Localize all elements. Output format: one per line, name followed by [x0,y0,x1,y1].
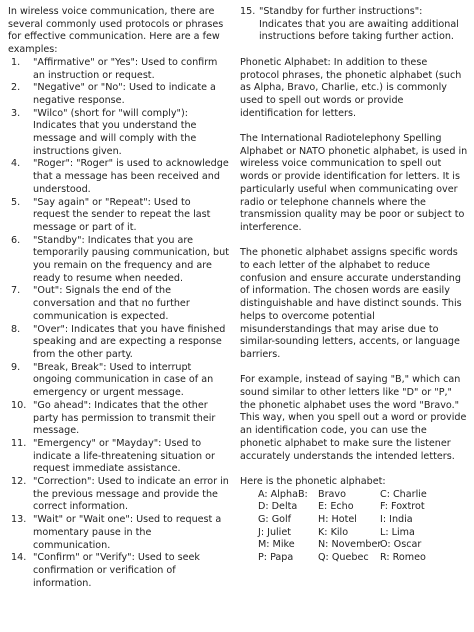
protocol-list-continued [240,6,468,44]
alphabet-entry: G: Golf [258,514,292,526]
list-number: 14. [11,552,27,564]
list-item [240,6,468,44]
list-text: "Standby": Indicates that you are temporarily pausing communication, but you remain on the frequency and are ready to resume when needed. [33,234,229,284]
intro-paragraph: In wireless voice communication, there are several commonly used protocols or phrases for effective communication. Here are a few examples: [8,6,224,56]
list-text: "Out": Signals the end of the conversation and that no further communication is expected. [33,285,190,322]
list-number: 10. [11,399,27,411]
list-number: 2. [11,82,21,94]
alphabet-entry: O: Oscar [380,539,422,551]
list-text: "Break, Break": Used to interrupt ongoing communication in case of an emergency or urgent message. [33,361,214,399]
alphabet-entry: D: Delta [258,501,298,513]
list-item [8,57,230,82]
list-number: 13. [11,514,27,526]
alphabet-entry: J: Juliet [258,526,292,538]
list-text: "Go ahead": Indicates that the other party has permission to transmit their message. [33,399,216,437]
list-number: 1. [11,56,21,68]
list-number: 12. [11,476,27,488]
list-item [8,438,230,476]
alphabet-entry: C: Charlie [380,488,427,500]
list-number: 5. [11,196,21,208]
alphabet-entry: P: Papa [258,552,294,564]
left-column [8,6,230,590]
alphabet-entry: Q: Quebec [318,552,369,564]
list-number: 9. [11,361,21,373]
list-number: 3. [11,107,21,119]
list-item [8,514,230,552]
list-item [8,158,230,196]
list-number: 15. [240,6,256,17]
purpose-paragraph: The phonetic alphabet assigns specific words to each letter of the alphabet to reduce confusion and ensure accurate understanding of information. The chosen words are easily distinguishable and have distinct sounds. This helps to overcome potential misunderstandings that may arise due to similar-sounding letters, accents, or language barriers. [240,247,462,360]
list-item [8,324,230,362]
list-text: "Standby for further instructions": Indicates that you are awaiting additional instructions before taking further action. [259,6,459,43]
list-number: 6. [11,234,21,246]
list-text: "Confirm" or "Verify": Used to seek confirmation or verification of information. [33,552,200,589]
alphabet-entry: N: November [318,539,382,551]
right-column [240,6,468,565]
list-item [8,235,230,286]
list-text: "Wait" or "Wait one": Used to request a momentary pause in the communication. [33,514,222,551]
alphabet-entry: Bravo [318,488,346,500]
list-text: "Negative" or "No": Used to indicate a negative response. [33,82,216,106]
alphabet-heading: Here is the phonetic alphabet: [240,475,386,487]
list-number: 11. [11,437,27,449]
list-text: "Affirmative" or "Yes": Used to confirm an instruction or request. [33,56,218,81]
alphabet-entry: R: Romeo [380,552,426,564]
list-item [8,108,230,159]
alphabet-entry: H: Hotel [318,514,357,526]
alphabet-entry: E: Echo [318,501,354,513]
list-item [8,476,230,514]
alphabet-entry: K: Kilo [318,526,349,538]
list-text: "Correction": Used to indicate an error in the previous message and provide the correct information. [33,476,229,513]
nato-alphabet-paragraph: The International Radiotelephony Spelling Alphabet or NATO phonetic alphabet, is used in wireless voice communication to spell out words or provide identification for letters. It is particularly useful when communicating over radio or telephone channels where the transmission quality may be poor or subject to interference. [240,133,468,233]
protocol-list [8,57,230,591]
alphabet-entry: A: AlphaB: [258,488,308,500]
list-text: "Over": Indicates that you have finished speaking and are expecting a response from the other party. [33,323,226,360]
list-text: "Roger": "Roger" is used to acknowledge that a message has been received and understood. [33,158,229,195]
list-item [8,400,230,438]
phonetic-alphabet-paragraph: Phonetic Alphabet: In addition to these protocol phrases, the phonetic alphabet (such as Alpha, Bravo, Charlie, etc.) is commonly used to spell out words or provide identification for letters. [240,56,462,119]
alphabet-entry: M: Mike [258,539,295,551]
alphabet-entry: I: India [380,514,413,526]
list-number: 7. [11,285,21,297]
list-number: 8. [11,323,21,335]
alphabet-entry: L: Lima [380,526,415,538]
list-item [8,197,230,235]
example-paragraph: For example, instead of saying "B," which can sound similar to other letters like "D" or "P," the phonetic alphabet uses the word "Bravo." This way, when you spell out a word or provide an identification code, you can use the phonetic alphabet to make sure the listener accurately understands the intended letters. [240,374,467,462]
list-item [8,362,230,400]
list-number: 4. [11,158,21,170]
list-text: "Say again" or "Repeat": Used to request the sender to repeat the last message or part of it. [33,196,211,233]
list-text: "Emergency" or "Mayday": Used to indicate a life-threatening situation or request immediate assistance. [33,437,215,475]
alphabet-entry: F: Foxtrot [380,501,425,513]
list-item [8,285,230,323]
list-item [8,552,230,590]
phonetic-alphabet-table [258,489,468,565]
list-item [8,82,230,107]
list-text: "Wilco" (short for "will comply"): Indicates that you understand the message and will comply with the instructions given. [33,107,197,157]
